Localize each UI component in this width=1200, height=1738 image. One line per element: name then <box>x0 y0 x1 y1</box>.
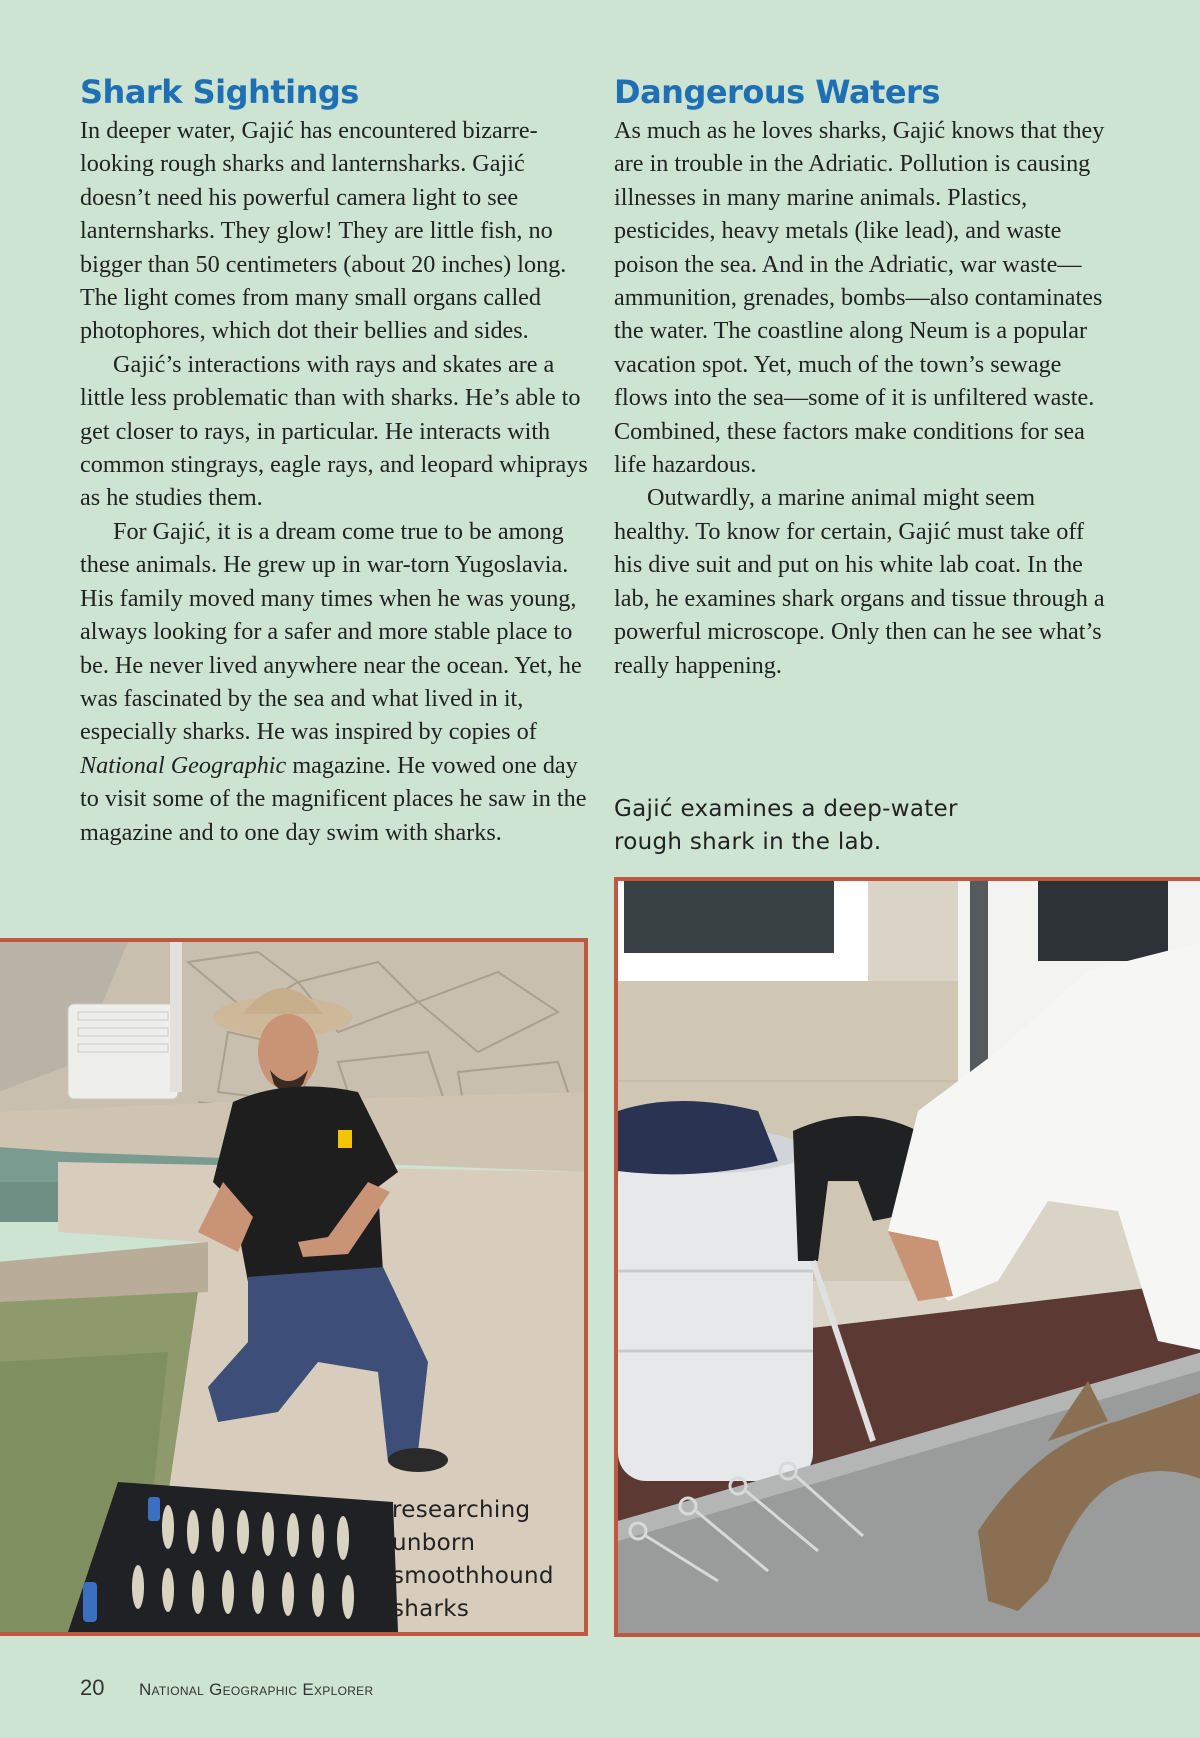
page-number: 20 <box>80 1675 105 1700</box>
magazine-title: National Geographic <box>80 751 287 779</box>
right-column <box>614 72 1114 682</box>
lab-photo-illustration <box>618 881 1200 1633</box>
left-column <box>80 72 592 849</box>
paragraph: As much as he loves sharks, Gajić knows that they are in trouble in the Adriatic. Pollution is causing illnesses in many marine animals. Plastics, pesticides, heavy metals (like lead), and waste poison the sea. And in the Adriatic, war waste—ammunition, grenades, bombs—also contaminates the water. The coastline along Neum is a popular vacation spot. Yet, much of the town’s sewage flows into the sea—some of it is unfiltered waste. Combined, these factors make conditions for sea life hazardous. <box>614 117 1105 479</box>
lab-photo <box>614 877 1200 1637</box>
dock-photo <box>0 938 588 1636</box>
paragraph: In deeper water, Gajić has encountered bizarre-looking rough sharks and lanternsharks. Gajić doesn’t need his powerful camera light to see lanternsharks. They glow! They are little fish, no bigger than 50 centimeters (about 20 inches) long. The light comes from many small organs called photophores, which dot their bellies and sides. <box>80 117 567 345</box>
dock-photo-caption: researching unborn smoothhound sharks <box>392 1497 554 1622</box>
paragraph-text: magazine. He vowed one day to visit some of the magnificent places he saw in the magazine and to one day swim with sharks. <box>80 751 587 846</box>
paragraph-text: For Gajić, it is a dream come true to be among these animals. He grew up in war-torn Yugoslavia. His family moved many times when he was young, always looking for a safer and more stable place to be. He never lived anywhere near the ocean. Yet, he was fascinated by the sea and what lived in it, especially sharks. He was inspired by copies of <box>80 517 582 746</box>
magazine-name: National Geographic Explorer <box>138 1680 374 1699</box>
paragraph: Gajić’s interactions with rays and skates are a little less problematic than with sharks. He’s able to get closer to rays, in particular. He interacts with common stingrays, eagle rays, and leopard whiprays as he studies them. <box>80 350 588 512</box>
paragraph <box>80 515 592 849</box>
page-footer <box>80 1675 373 1701</box>
paragraph: Outwardly, a marine animal might seem healthy. To know for certain, Gajić must take off his dive suit and put on his white lab coat. In the lab, he examines shark organs and tissue through a powerful microscope. Only then can he see what’s really happening. <box>614 484 1105 679</box>
lab-photo-caption: Gajić examines a deep-water rough shark in the lab. <box>614 796 958 855</box>
section-heading-shark-sightings: Shark Sightings <box>80 73 359 111</box>
section-heading-dangerous-waters: Dangerous Waters <box>614 73 940 111</box>
